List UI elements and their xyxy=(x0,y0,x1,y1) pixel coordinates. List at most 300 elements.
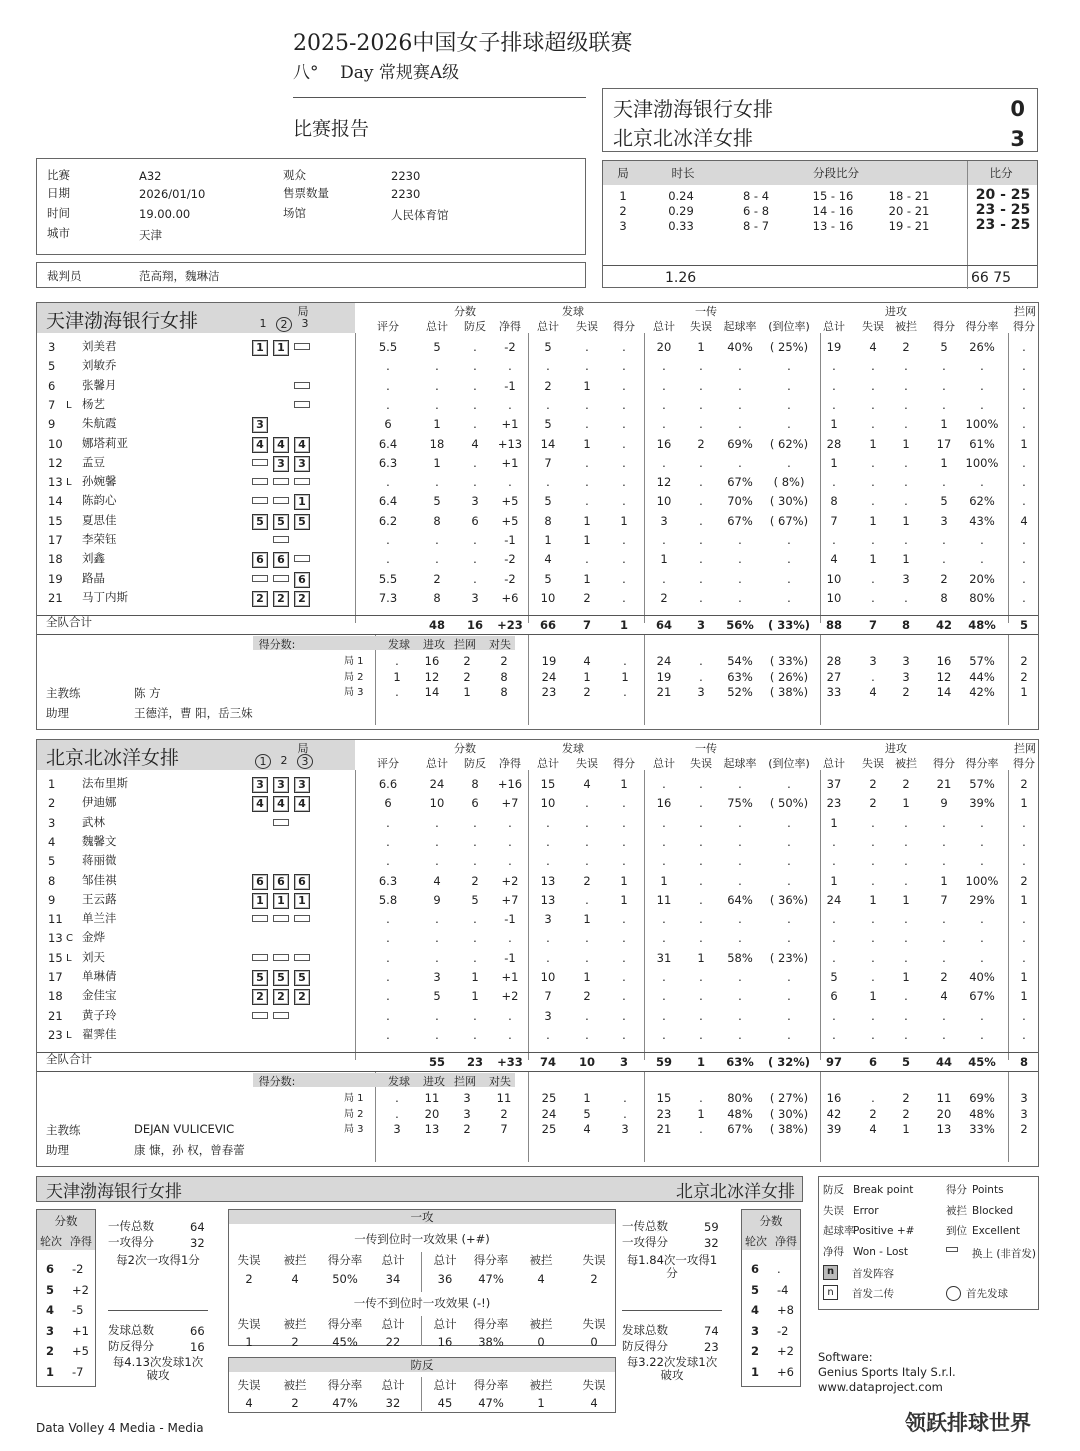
player-name: 法布里斯 xyxy=(82,776,128,790)
score-header: 进攻 xyxy=(423,1075,445,1088)
info-value: 2230 xyxy=(391,169,421,183)
legend-value: Won - Lost xyxy=(853,1245,908,1258)
player-number: 10 xyxy=(48,436,63,451)
stat-cell: 2 xyxy=(583,590,591,605)
stat-cell: 10 xyxy=(656,494,672,509)
mid-col-header: 得分率 xyxy=(327,1378,363,1392)
stat-cell: . xyxy=(435,815,439,830)
player-name: 刘美君 xyxy=(82,339,117,353)
stat-cell: 6 xyxy=(830,989,838,1004)
set-stat: 80% xyxy=(727,1091,753,1105)
start-icon: 6 xyxy=(273,552,289,568)
stat-cell: . xyxy=(738,834,742,849)
set-cell: 14 - 16 xyxy=(812,204,854,218)
stat-cell: . xyxy=(787,1008,791,1023)
stat-cell: . xyxy=(832,931,836,946)
stat-cell: . xyxy=(622,796,626,811)
stat-cell: . xyxy=(546,854,550,869)
sub-icon xyxy=(273,575,289,582)
team-name: 天津渤海银行女排 xyxy=(46,310,199,332)
stat-note: 每2次一攻得1分 xyxy=(116,1253,200,1267)
stat-cell: 3 xyxy=(433,970,441,984)
stat-cell: . xyxy=(508,854,512,869)
player-name: 孟豆 xyxy=(82,454,105,469)
stat-cell: . xyxy=(622,475,626,490)
stat-cell: 5 xyxy=(433,989,441,1004)
col-header: 得分 xyxy=(933,757,955,770)
start-icon: 2 xyxy=(273,989,289,1005)
stat-cell: . xyxy=(662,397,666,412)
stat-cell: . xyxy=(738,970,742,984)
col-header: 防反 xyxy=(464,757,486,770)
set-stat: 25 xyxy=(541,1122,557,1136)
player-number: 1 xyxy=(48,777,56,791)
stat-cell: 6 xyxy=(384,796,392,811)
stat-cell: . xyxy=(473,533,477,547)
col-header: 总计 xyxy=(537,757,559,770)
stat-cell: . xyxy=(1022,552,1026,567)
stat-cell: . xyxy=(787,378,791,393)
rot-num: 5 xyxy=(751,1282,760,1297)
assistant-names: 康 慷，孙 权，曾春蕾 xyxy=(134,1143,245,1157)
rot-hdr: 分数 xyxy=(54,1214,78,1228)
start-icon: 2 xyxy=(252,989,268,1005)
sub-icon xyxy=(252,954,268,961)
stat-cell: . xyxy=(1022,397,1026,412)
stat-cell: 1 xyxy=(583,571,591,586)
set-stat: 67% xyxy=(727,1122,753,1136)
rot-num: 1 xyxy=(751,1364,760,1379)
stat-cell: . xyxy=(435,1008,439,1023)
mid-value: 1 xyxy=(537,1396,545,1410)
stat-cell: 58% xyxy=(727,950,753,965)
stat-cell: . xyxy=(435,475,439,490)
sub-icon xyxy=(273,536,289,543)
summary-team-a: 天津渤海银行女排 xyxy=(46,1182,182,1202)
set-mark: 2 xyxy=(280,754,288,767)
rot-val: -2 xyxy=(72,1262,84,1276)
stat-cell: 6.2 xyxy=(378,513,398,528)
set-stat: 25 xyxy=(541,1091,557,1105)
rot-num: 3 xyxy=(46,1323,55,1338)
stat-val: 32 xyxy=(190,1236,205,1250)
stat-cell: . xyxy=(1022,854,1026,869)
mid-title: 防反 xyxy=(410,1358,434,1372)
stat-cell: 1 xyxy=(620,513,628,528)
stat-cell: . xyxy=(1022,931,1026,946)
stat-cell: 7 xyxy=(940,892,948,907)
player-name: 夏思佳 xyxy=(82,512,117,527)
divider xyxy=(421,1316,422,1346)
mid-value: 45% xyxy=(332,1335,358,1349)
sub-icon xyxy=(252,459,268,466)
col-header: 得分 xyxy=(613,320,635,333)
stat-cell: . xyxy=(473,417,477,432)
stat-cell: 69% xyxy=(727,436,753,451)
stat-cell: . xyxy=(662,417,666,432)
stat-cell: . xyxy=(473,378,477,393)
info-label: 比赛 xyxy=(47,168,70,182)
mid-value: 0 xyxy=(537,1335,545,1349)
set-stat: 4 xyxy=(869,685,877,699)
stat-cell: . xyxy=(871,970,875,984)
mid-value: 4 xyxy=(245,1396,253,1410)
total-cell: 10 xyxy=(578,1055,595,1069)
stat-cell: 2 xyxy=(902,340,910,354)
start-icon: 4 xyxy=(294,437,310,453)
stat-cell: . xyxy=(832,533,836,547)
stat-cell: 5.5 xyxy=(378,571,398,586)
stat-cell: . xyxy=(942,834,946,849)
set-stat: 8 xyxy=(500,669,508,684)
coach-name: DEJAN VULICEVIC xyxy=(134,1122,235,1136)
player-name: 单琳倩 xyxy=(82,969,117,983)
col-header: 被拦 xyxy=(895,320,917,333)
stat-cell: . xyxy=(622,340,626,354)
stat-cell: 17 xyxy=(936,436,952,451)
stat-cell: +1 xyxy=(501,455,519,470)
rot-val: +2 xyxy=(777,1344,794,1358)
divider xyxy=(603,265,1037,266)
stat-cell: . xyxy=(386,1027,390,1042)
stat-cell: . xyxy=(787,912,791,927)
stat-cell: 1 xyxy=(940,455,948,470)
stat-cell: . xyxy=(622,989,626,1004)
mid-value: 4 xyxy=(291,1272,299,1286)
stat-cell: . xyxy=(662,931,666,946)
sets-header: 局 xyxy=(617,166,629,180)
rot-num: 2 xyxy=(46,1344,55,1358)
player-name: 李荣钰 xyxy=(82,532,117,546)
start-icon: 1 xyxy=(252,893,268,909)
sub-icon xyxy=(252,915,268,922)
set-stat: 42 xyxy=(826,1106,842,1121)
stat-cell: . xyxy=(546,1027,550,1042)
mid-col-header: 总计 xyxy=(381,1378,405,1392)
stat-cell: . xyxy=(622,397,626,412)
stat-cell: . xyxy=(738,552,742,567)
stat-cell: . xyxy=(699,892,703,907)
col-header: 防反 xyxy=(464,320,486,333)
stat-cell: +6 xyxy=(501,590,519,605)
stat-cell: . xyxy=(942,931,946,946)
player-name: 刘敏乔 xyxy=(82,358,117,373)
stat-cell: 6 xyxy=(471,513,479,528)
divider xyxy=(622,1310,722,1311)
sets-box xyxy=(602,160,1038,288)
set-stat: 3 xyxy=(621,1122,629,1136)
col-header: (到位率) xyxy=(768,320,810,333)
stat-cell: . xyxy=(662,854,666,869)
stat-cell: -1 xyxy=(504,378,516,393)
stat-cell: . xyxy=(832,950,836,965)
player-name: 金烨 xyxy=(82,930,105,945)
rot-num: 4 xyxy=(751,1303,760,1317)
start-icon: 6 xyxy=(273,874,289,890)
stat-cell: . xyxy=(1022,475,1026,490)
stat-cell: 2 xyxy=(471,873,479,888)
legend-value: 换上 (非首发) xyxy=(972,1247,1037,1260)
total-score: 66 75 xyxy=(971,270,1012,286)
start-icon: 1 xyxy=(273,340,289,356)
stat-cell: +2 xyxy=(501,989,519,1004)
stat-cell: . xyxy=(622,1027,626,1042)
set-stat: . xyxy=(699,669,703,684)
player-number: 3 xyxy=(48,815,56,830)
stat-cell: . xyxy=(699,970,703,984)
rot-num: 2 xyxy=(751,1344,760,1358)
stat-cell: . xyxy=(871,397,875,412)
sub-icon xyxy=(294,343,310,350)
stat-cell: . xyxy=(904,873,908,888)
stat-cell: 24 xyxy=(429,777,445,791)
stat-cell: . xyxy=(699,815,703,830)
stat-cell: . xyxy=(585,494,589,509)
stat-cell: 1 xyxy=(660,873,668,888)
stat-cell: ( 25%) xyxy=(769,340,809,354)
set-stat: 27 xyxy=(826,669,842,684)
info-value: A32 xyxy=(139,169,162,183)
start-icon: 5 xyxy=(294,970,310,986)
divider xyxy=(355,770,356,1060)
set-stat: 2 xyxy=(463,669,471,684)
stat-cell: . xyxy=(942,1008,946,1023)
stat-cell: . xyxy=(585,931,589,946)
stat-cell: . xyxy=(738,815,742,830)
stat-cell: . xyxy=(871,455,875,470)
stat-cell: . xyxy=(662,777,666,791)
stat-cell: . xyxy=(546,475,550,490)
stat-cell: 7.3 xyxy=(378,590,398,605)
stat-cell: . xyxy=(871,359,875,374)
player-number: 12 xyxy=(48,455,63,470)
stat-cell: . xyxy=(904,417,908,432)
stat-cell: . xyxy=(585,475,589,490)
stat-cell: . xyxy=(904,455,908,470)
stat-cell: . xyxy=(386,970,390,984)
stat-cell: . xyxy=(980,378,984,393)
stat-cell: . xyxy=(386,552,390,567)
legend-value: Points xyxy=(972,1184,1004,1196)
set-stat: 23 xyxy=(541,685,557,699)
info-label: 售票数量 xyxy=(283,186,329,200)
stat-cell: +13 xyxy=(497,436,523,451)
stat-cell: . xyxy=(386,533,390,547)
stat-cell: . xyxy=(473,854,477,869)
stat-cell: 2 xyxy=(869,777,877,791)
stat-cell: 1 xyxy=(902,970,910,984)
stat-cell: -1 xyxy=(504,912,516,927)
stat-cell: . xyxy=(904,590,908,605)
set-label: 局 1 xyxy=(344,1093,364,1104)
stat-cell: . xyxy=(435,950,439,965)
stat-cell: . xyxy=(942,815,946,830)
start-icon: 2 xyxy=(294,591,310,607)
divider xyxy=(421,1252,422,1292)
set-label: 局 2 xyxy=(344,1108,364,1120)
sub-icon xyxy=(294,555,310,562)
set-stat: 5 xyxy=(583,1106,591,1121)
start-icon: 1 xyxy=(294,494,310,510)
stat-cell: . xyxy=(508,1027,512,1042)
score-header: 对失 xyxy=(489,638,511,651)
stat-cell: . xyxy=(871,475,875,490)
stat-cell: . xyxy=(546,359,550,374)
stat-cell: . xyxy=(699,777,703,791)
col-group: 拦网 xyxy=(1014,305,1036,318)
mid-col-header: 得分率 xyxy=(473,1253,509,1267)
stat-cell: 1 xyxy=(697,950,705,965)
stat-cell: 16 xyxy=(656,436,672,451)
rot-num: 5 xyxy=(46,1282,55,1297)
rot-val: -5 xyxy=(72,1303,84,1317)
stat-cell: ( 36%) xyxy=(769,892,809,907)
player-number: 17 xyxy=(48,533,63,547)
stat-cell: +1 xyxy=(501,970,519,984)
stat-cell: 1 xyxy=(583,436,591,451)
stat-cell: 100% xyxy=(965,455,999,470)
stat-cell: . xyxy=(738,533,742,547)
stat-cell: 6 xyxy=(384,417,392,432)
stat-cell: 31 xyxy=(656,950,672,965)
stat-cell: 1 xyxy=(902,513,910,528)
player-number: 6 xyxy=(48,378,56,393)
start-icon: 1 xyxy=(294,893,310,909)
set-stat: . xyxy=(699,1122,703,1136)
set-stat: 39 xyxy=(826,1122,842,1136)
total-cell: 5 xyxy=(901,1055,910,1069)
stat-cell: . xyxy=(980,397,984,412)
set-stat: 1 xyxy=(902,1122,910,1136)
stat-cell: . xyxy=(473,1008,477,1023)
mid-value: 2 xyxy=(291,1396,299,1410)
stat-cell: . xyxy=(585,815,589,830)
start-icon: 5 xyxy=(252,970,268,986)
stat-cell: . xyxy=(942,552,946,567)
stat-cell: 1 xyxy=(1020,970,1028,984)
col-header: 失误 xyxy=(576,757,598,770)
stat-cell: . xyxy=(622,970,626,984)
col-header: 起球率 xyxy=(723,320,757,333)
player-name: 刘鑫 xyxy=(82,551,105,566)
set-cell: 13 - 16 xyxy=(812,219,854,233)
stat-cell: . xyxy=(546,950,550,965)
set-stat: 20 xyxy=(424,1106,440,1121)
stat-cell: 11 xyxy=(656,892,672,907)
stat-cell: . xyxy=(699,571,703,586)
set-stat: 44% xyxy=(969,669,995,684)
mid-col-header: 被拦 xyxy=(283,1317,307,1331)
stat-cell: 8 xyxy=(433,590,441,605)
stat-cell: . xyxy=(622,533,626,547)
set-stat: 15 xyxy=(656,1091,672,1105)
stat-cell: . xyxy=(738,590,742,605)
stat-cell: . xyxy=(622,815,626,830)
total-cell: 1 xyxy=(619,618,628,632)
info-value: 19.00.00 xyxy=(139,207,191,221)
stat-cell: 100% xyxy=(965,417,999,432)
stat-cell: . xyxy=(980,815,984,830)
player-number: 21 xyxy=(48,1008,63,1023)
set-stat: 2 xyxy=(1020,654,1028,668)
col-header: 失误 xyxy=(690,320,712,333)
stat-cell: 1 xyxy=(583,378,591,393)
stat-cell: . xyxy=(832,1008,836,1023)
player-number: 4 xyxy=(48,834,56,849)
stat-cell: . xyxy=(699,989,703,1004)
col-header: 得分 xyxy=(1013,757,1035,770)
info-value: 2026/01/10 xyxy=(139,187,206,201)
stat-cell: . xyxy=(435,931,439,946)
total-cell: 63% xyxy=(726,1055,754,1069)
set-stat: 1 xyxy=(393,669,401,684)
mid-col-header: 总计 xyxy=(433,1253,457,1267)
mid-value: 0 xyxy=(590,1335,598,1349)
stat-cell: 1 xyxy=(830,815,838,830)
mid-col-header: 被拦 xyxy=(283,1378,307,1392)
stat-cell: . xyxy=(871,494,875,509)
set-stat: . xyxy=(623,1106,627,1121)
stat-cell: . xyxy=(473,397,477,412)
stat-cell: 2 xyxy=(869,796,877,811)
stat-cell: 10 xyxy=(429,796,445,811)
col-header: 总计 xyxy=(653,320,675,333)
player-name: 邹佳祺 xyxy=(82,872,117,887)
set-stat: . xyxy=(623,685,627,699)
rot-hdr: 轮次 xyxy=(40,1235,62,1248)
stat-cell: . xyxy=(435,834,439,849)
legend-value: Positive +# xyxy=(853,1225,915,1237)
start-icon: 3 xyxy=(294,777,310,793)
total-cell: 74 xyxy=(539,1055,556,1069)
set-stat: 2 xyxy=(902,1106,910,1121)
stat-cell: . xyxy=(942,397,946,412)
mid-value: 22 xyxy=(385,1335,401,1349)
col-header: 评分 xyxy=(377,757,399,770)
stat-cell: 2 xyxy=(583,873,591,888)
set-stat: 24 xyxy=(541,1106,557,1121)
stat-cell: 57% xyxy=(969,777,995,791)
set-stat: 48% xyxy=(969,1106,995,1121)
stat-val: 74 xyxy=(704,1324,719,1338)
stat-cell: 10 xyxy=(826,571,842,586)
stat-label: 一传总数 xyxy=(108,1219,154,1233)
stat-cell: 5 xyxy=(830,970,838,984)
stat-cell: . xyxy=(738,777,742,791)
stat-cell: 5.8 xyxy=(378,892,398,907)
score-header: 发球 xyxy=(388,1075,410,1088)
stat-cell: 2 xyxy=(902,777,910,791)
player-number: 15 xyxy=(48,950,63,965)
total-cell: 42 xyxy=(935,618,952,632)
stat-cell: . xyxy=(1022,912,1026,927)
stat-cell: . xyxy=(787,854,791,869)
total-cell: 3 xyxy=(619,1055,628,1069)
stat-cell: . xyxy=(473,834,477,849)
mid-col-header: 得分率 xyxy=(327,1317,363,1331)
mid-value: 47% xyxy=(478,1272,504,1286)
stat-cell: . xyxy=(904,989,908,1004)
rot-val: -4 xyxy=(777,1282,789,1297)
stat-cell: . xyxy=(699,533,703,547)
set-cell: 8 - 4 xyxy=(742,189,770,203)
stat-cell: 8 xyxy=(544,513,552,528)
stat-cell: . xyxy=(585,359,589,374)
stat-cell: . xyxy=(508,359,512,374)
player-name: 娜塔莉亚 xyxy=(82,435,128,450)
stat-cell: 21 xyxy=(936,777,952,791)
stat-cell: . xyxy=(585,950,589,965)
